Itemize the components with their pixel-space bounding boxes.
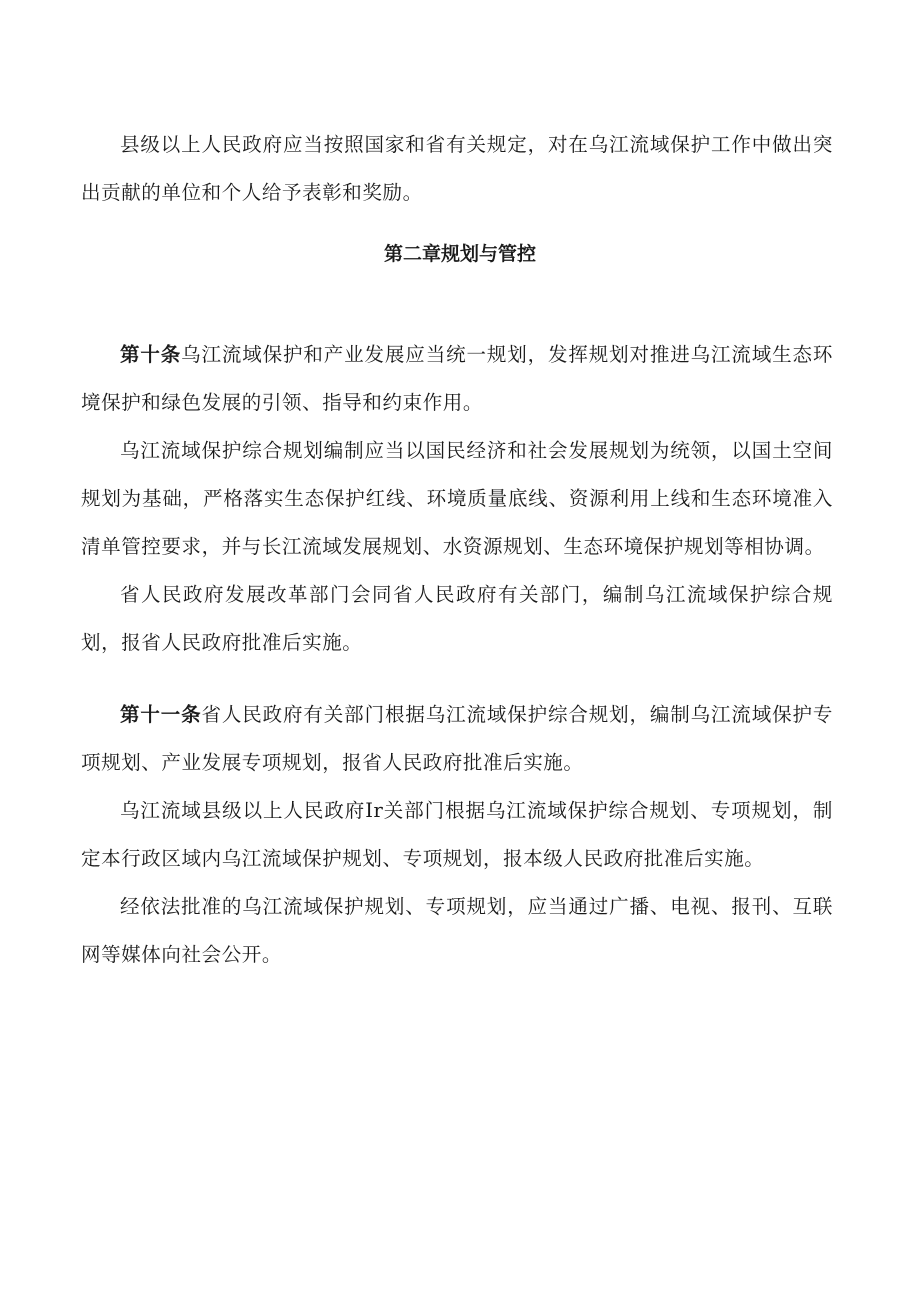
article-10-text: 乌江流域保护和产业发展应当统一规划，发挥规划对推进乌江流域生态环境保护和绿色发展的引领、指导和约束作用。 <box>81 343 833 414</box>
article-10-paragraph-3: 省人民政府发展改革部门会同省人民政府有关部门，编制乌江流域保护综合规划，报省人民政府批准后实施。 <box>81 583 833 654</box>
article-11-paragraph-2: 乌江流域县级以上人民政府Ir关部门根据乌江流域保护综合规划、专项规划，制定本行政区域内乌江流域保护规划、专项规划，报本级人民政府批准后实施。 <box>81 799 833 870</box>
article-11-paragraph-3: 经依法批准的乌江流域保护规划、专项规划，应当通过广播、电视、报刊、互联网等媒体向社会公开。 <box>81 895 833 966</box>
article-10-paragraph-2: 乌江流域保护综合规划编制应当以国民经济和社会发展规划为统领，以国土空间规划为基础，严格落实生态保护红线、环境质量底线、资源利用上线和生态环境准入清单管控要求，并与长江流域发展规划、水资源规划、生态环境保护规划等相协调。 <box>81 439 833 558</box>
article-10-paragraph-1 <box>81 331 833 427</box>
article-10-label: 第十条 <box>120 343 182 366</box>
intro-paragraph: 县级以上人民政府应当按照国家和省有关规定，对在乌江流域保护工作中做出突出贡献的单位和个人给予表彰和奖励。 <box>81 133 833 204</box>
article-11-label: 第十一条 <box>120 703 202 726</box>
article-11-text: 省人民政府有关部门根据乌江流域保护综合规划，编制乌江流域保护专项规划、产业发展专项规划，报省人民政府批准后实施。 <box>81 703 833 774</box>
chapter-heading: 第二章规划与管控 <box>383 243 536 265</box>
article-11-paragraph-1 <box>81 691 833 787</box>
